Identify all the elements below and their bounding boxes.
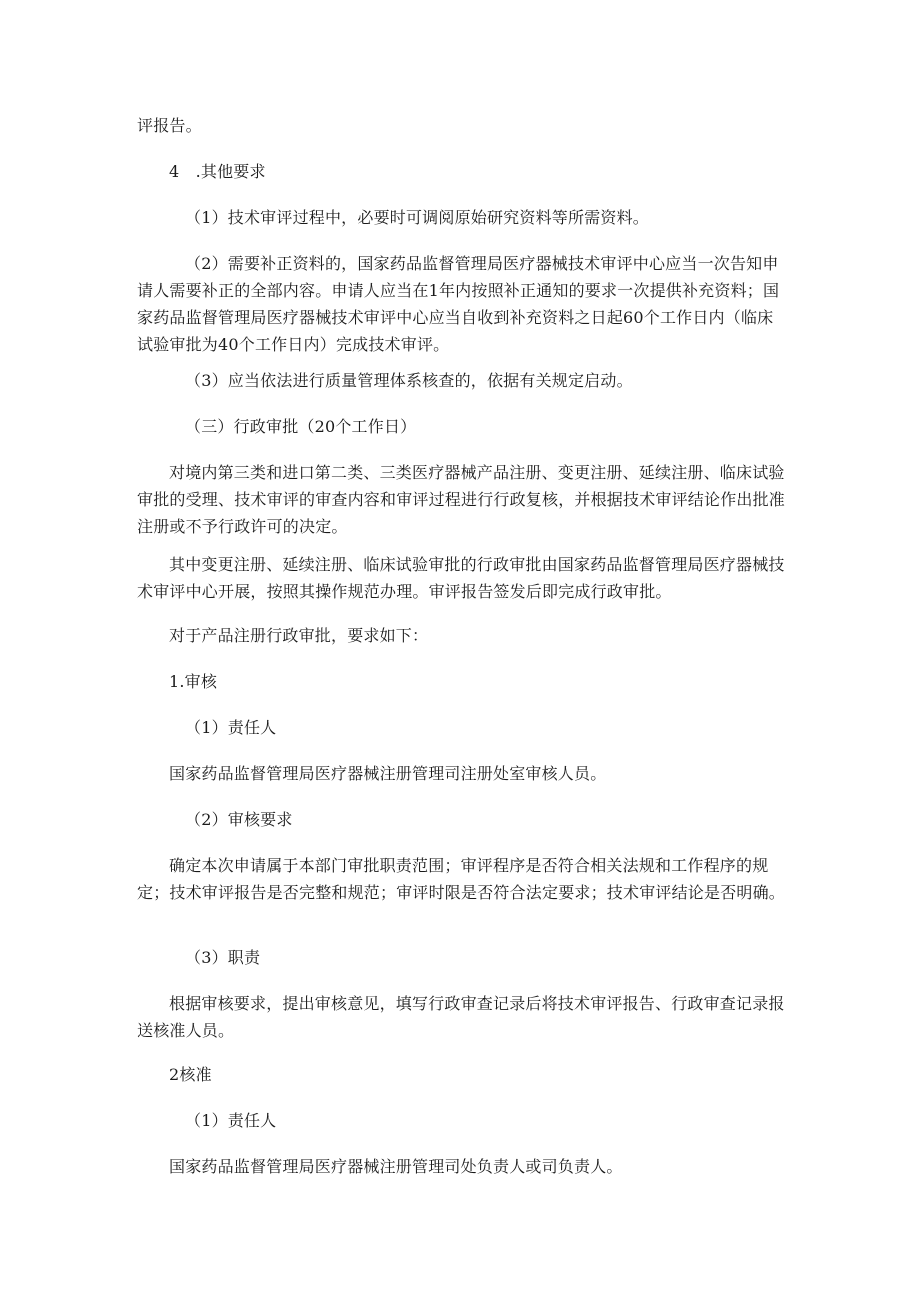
section-heading-other-requirements: 4 .其他要求 — [169, 162, 266, 181]
section-heading-approval: 2核准 — [169, 1065, 212, 1084]
subheading-responsible-person-1: （1）责任人 — [185, 718, 277, 737]
paragraph-9: 对于产品注册行政审批，要求如下： — [169, 626, 429, 645]
subheading-review-requirements: （2）审核要求 — [185, 810, 293, 829]
paragraph-12: 国家药品监督管理局医疗器械注册管理司注册处室审核人员。 — [169, 764, 607, 783]
section-heading-admin-approval: （三）行政审批（20个工作日） — [185, 417, 417, 436]
subheading-responsible-person-2: （1）责任人 — [185, 1111, 277, 1130]
paragraph-1: 评报告。 — [137, 116, 202, 135]
paragraph-4: （2）需要补正资料的，国家药品监督管理局医疗器械技术审评中心应当一次告知申请人需要补正的全部内容。申请人应当在1年内按照补正通知的要求一次提供补充资料；国家药品监督管理局医疗器械技术审评中心应当自收到补充资料之日起60个工作日内（临床试验审批为40个工作日内）完成技术审评。 — [137, 254, 780, 354]
paragraph-19: 国家药品监督管理局医疗器械注册管理司处负责人或司负责人。 — [169, 1157, 623, 1176]
paragraph-8: 其中变更注册、延续注册、临床试验审批的行政审批由国家药品监督管理局医疗器械技术审评中心开展，按照其操作规范办理。审评报告签发后即完成行政审批。 — [137, 555, 785, 601]
subheading-duties: （3）职责 — [185, 948, 261, 967]
paragraph-3: （1）技术审评过程中，必要时可调阅原始研究资料等所需资料。 — [185, 208, 649, 227]
section-heading-review: 1.审核 — [169, 672, 218, 691]
paragraph-14: 确定本次申请属于本部门审批职责范围；审评程序是否符合相关法规和工作程序的规定；技术审评报告是否完整和规范；审评时限是否符合法定要求；技术审评结论是否明确。 — [137, 856, 786, 902]
paragraph-16: 根据审核要求，提出审核意见，填写行政审查记录后将技术审评报告、行政审查记录报送核准人员。 — [137, 994, 785, 1040]
paragraph-7: 对境内第三类和进口第二类、三类医疗器械产品注册、变更注册、延续注册、临床试验审批的受理、技术审评的审查内容和审评过程进行行政复核，并根据技术审评结论作出批准注册或不予行政许可的决定。 — [137, 463, 786, 536]
paragraph-5: （3）应当依法进行质量管理体系核查的，依据有关规定启动。 — [185, 371, 633, 390]
